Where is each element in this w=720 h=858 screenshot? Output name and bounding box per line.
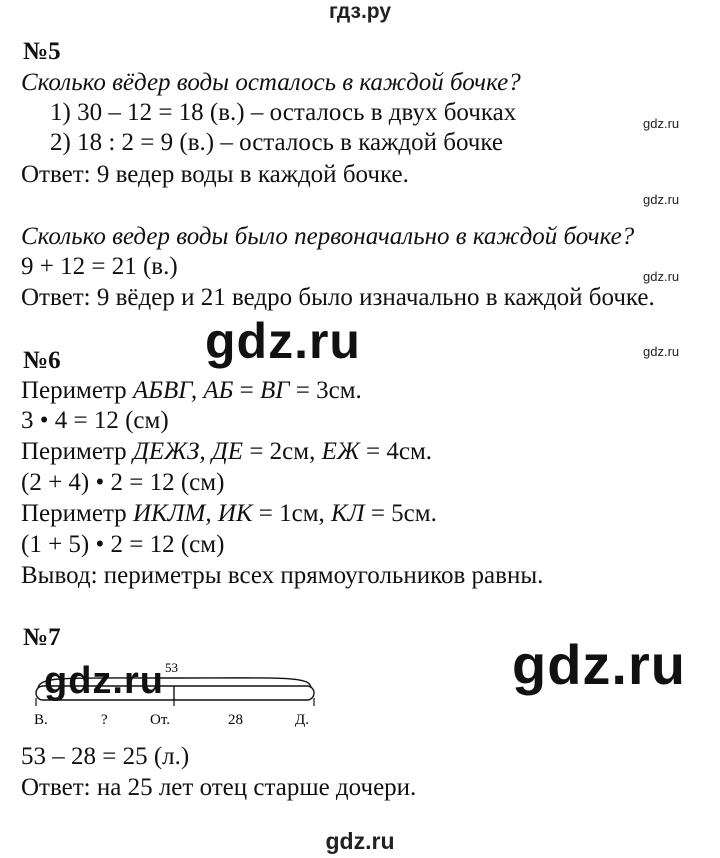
perimeter-label: Периметр xyxy=(21,438,133,465)
task6-perimeter1 xyxy=(21,376,362,406)
watermark-big-right: gdz.ru xyxy=(512,633,686,696)
task6-calc2: (2 + 4) • 2 = 12 (см) xyxy=(21,469,225,496)
task5-question2: Сколько ведер воды было первоначально в каждой бочке? xyxy=(21,223,635,250)
header-watermark: гдз.ру xyxy=(328,0,392,23)
watermark-big-middle: gdz.ru xyxy=(205,313,361,369)
side-value: = 4см. xyxy=(359,438,433,465)
task6-perimeter2 xyxy=(21,437,432,467)
perimeter-label: Периметр xyxy=(21,500,133,527)
task5-question1: Сколько вёдер воды осталось в каждой бочке? xyxy=(21,69,521,96)
task5-step1: 1) 30 – 12 = 18 (в.) – осталось в двух бочках xyxy=(50,99,517,126)
task5-step2: 2) 18 : 2 = 9 (в.) – осталось в каждой бочке xyxy=(50,129,503,156)
footer-watermark: gdz.ru xyxy=(325,828,395,854)
diagram-label: 28 xyxy=(228,712,243,728)
task7-calc: 53 – 28 = 25 (л.) xyxy=(21,743,190,770)
side-value: = 2см, xyxy=(243,438,322,465)
side-value: = 3см. xyxy=(289,377,362,404)
perimeter-label: Периметр xyxy=(21,377,133,404)
task6-number: №6 xyxy=(23,347,61,374)
diagram-label: Д. xyxy=(295,712,309,728)
watermark-small: gdz.ru xyxy=(643,344,680,359)
task5-calc2: 9 + 12 = 21 (в.) xyxy=(21,253,178,280)
watermark-small: gdz.ru xyxy=(643,192,680,207)
side-name: ВГ xyxy=(260,377,290,404)
task7-answer: Ответ: на 25 лет отец старше дочери. xyxy=(21,774,417,801)
equals-sign: = xyxy=(233,377,260,404)
task6-conclusion: Вывод: периметры всех прямоугольников равны. xyxy=(21,562,544,589)
figure-name: ИКЛМ, ИК xyxy=(132,500,253,527)
side-value: = 1см, xyxy=(252,500,332,527)
diagram-label: В. xyxy=(34,712,48,728)
task5-number: №5 xyxy=(23,38,61,65)
watermark-small: gdz.ru xyxy=(643,116,680,131)
task6-calc1: 3 • 4 = 12 (см) xyxy=(21,407,169,434)
watermark-small: gdz.ru xyxy=(643,269,680,284)
watermark-diagram: gdz.ru xyxy=(44,660,164,702)
diagram-total-label: 53 xyxy=(165,660,178,675)
task5-answer1: Ответ: 9 ведер воды в каждой бочке. xyxy=(21,161,409,188)
diagram-label: От. xyxy=(150,712,171,728)
task7-number: №7 xyxy=(23,624,61,651)
task6-perimeter3 xyxy=(21,499,437,529)
figure-name: ДЕЖЗ, ДЕ xyxy=(132,438,244,465)
figure-name: АБВГ, АБ xyxy=(132,377,234,404)
side-value: = 5см. xyxy=(364,500,437,527)
task5-answer2: Ответ: 9 вёдер и 21 ведро было изначально в каждой бочке. xyxy=(21,284,655,311)
diagram-label: ? xyxy=(101,712,108,728)
task6-calc3: (1 + 5) • 2 = 12 (см) xyxy=(21,531,225,558)
side-name: КЛ xyxy=(331,500,365,527)
side-name: ЕЖ xyxy=(321,438,360,465)
